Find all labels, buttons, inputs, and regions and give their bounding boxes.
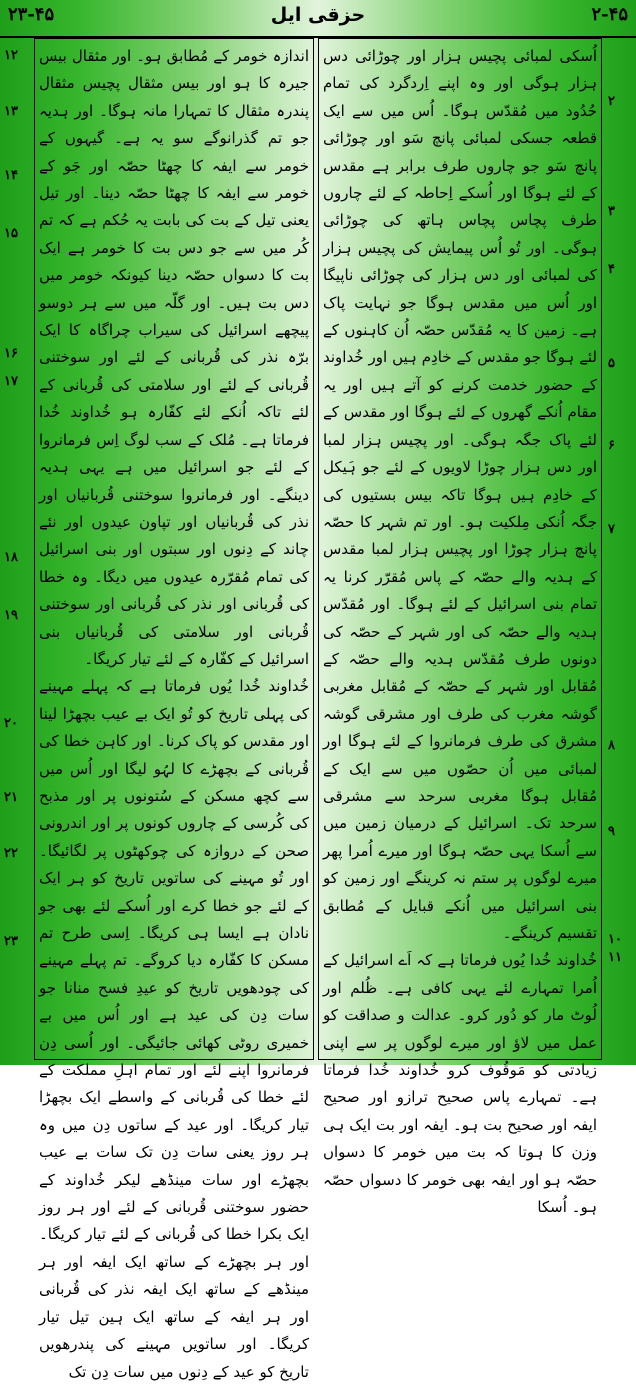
paragraph: اُسکی لمبائی پچیس ہزار اور چوڑائی دس ہزار ہوگی اور وہ اپنے اِردگرد کی تمام حُدُود میں مُقدّس ہوگا۔ اُس میں سے ایک قطعہ جسکی لمبائی پانچ سَو اور چوڑائی پانچ سَو جو چاروں طرف برابر ہے مقدس کے لئے ہوگا اور اُسکے اِحاطہ کے لئے چاروں طرف پچاس پچاس ہاتھ کی چوڑائی ہوگی۔ اور تُو اُس پیمایش کی پچیس ہزار کی لمبائی اور دس ہزار کی چوڑائی ناپیگا اور اُس میں مقدس ہوگا جو نہایت پاک ہے۔ زمین کا یہ مُقدّس حصّہ اُن کاہنوں کے لئے ہوگا جو مقدس کے خادِم ہیں اور خُداوند کے حضور خدمت کرنے کو آتے ہیں اور یہ مقام اُنکے گھروں کے لئے ہوگا اور مقدس کے لئے پاک جگہ ہوگی۔ اور پچیس ہزار لمبا اور دس ہزار چوڑا لاویوں کے لئے جو ہَیکل کے خادِم ہیں ہوگا تاکہ بیس بستیوں کی جگہ اُنکی مِلکیت ہو۔ اور تم شہر کا حصّہ پانچ ہزار چوڑا اور پچیس ہزار لمبا مقدس کے ہدیہ والے حصّہ کے پاس مُقرّر کرنا یہ تمام بنی اسرائیل کے لئے ہوگا۔ اور مُقدّس ہدیہ والے حصّہ کی اور شہر کے حصّہ کی دونوں طرف مُقدّس ہدیہ والے حصّہ کے مُقابل اور شہر کے حصّہ کے مُقابل مغربی گوشہ مغرب کی طرف اور مشرقی گوشہ مشرق کی طرف فرمانروا کے لئے ہوگا اور لمبائی میں اُن حصّوں میں سے ایک کے مُقابل ہوگا مغربی سرحد سے مشرقی سرحد تک۔ اسرائیل کے درمیان زمین میں سے اُسکا یہی حصّہ ہوگا اور میرے اُمرا پھر میرے لوگوں پر ستم نہ کرینگے اور زمین کو بنی اسرائیل میں اُنکے قبایل کے مُطابق تقسیم کرینگے۔ xyxy=(323,47,597,942)
verse-range-right: ۲-۴۵ xyxy=(591,4,628,25)
verse-number: ۱۸ xyxy=(4,550,18,565)
verse-number: ۱۴ xyxy=(4,168,18,183)
verse-number: ۳ xyxy=(608,204,615,219)
left-column-body xyxy=(39,43,309,1381)
verse-number: ۵ xyxy=(608,356,615,371)
verse-number: ۱۱ xyxy=(608,950,622,965)
verse-number: ۹ xyxy=(608,824,615,839)
verse-number: ۲۲ xyxy=(4,846,18,861)
right-text-column xyxy=(318,38,602,1217)
verse-number: ۶ xyxy=(608,438,615,453)
verse-number: ۲۰ xyxy=(4,716,18,731)
book-title: حزقی ایل xyxy=(270,4,366,26)
verse-number: ۷ xyxy=(608,522,615,537)
verse-number: ۸ xyxy=(608,738,615,753)
verse-number: ۲۳ xyxy=(4,934,18,949)
verse-number: ۱۷ xyxy=(4,374,18,389)
verse-number: ۱۹ xyxy=(4,608,18,623)
paragraph: اندازہ خومر کے مُطابق ہو۔ اور مثقال بیس جیرہ کا ہو اور بیس مثقال پچیس مثقال پندرہ مثقال کا تمہارا مانہ ہوگا۔ اور ہدیہ جو تم گذرانوگے سو یہ ہے۔ گیہوں کے خومر سے ایفہ کا چھٹا حصّہ اور جَو کے خومر سے ایفہ کا چھٹا حصّہ دینا۔ اور تیل یعنی تیل کے بت کی بابت یہ حُکم ہے کہ تم کُر میں سے جو دس بت کا خومر ہے ایک بت کا دسواں حصّہ دینا کیونکہ خومر میں دس بت ہیں۔ اور گلّہ میں سے ہر دوسو پیچھے اسرائیل کی سیراب چراگاہ کا ایک برّہ نذر کی قُربانی کے لئے اور سوختنی قُربانی کے لئے اور سلامتی کی قُربانی کے لئے تاکہ اُنکے لئے کفّارہ ہو خُداوند خُدا فرماتا ہے۔ مُلک کے سب لوگ اِس فرمانروا کے لئے جو اسرائیل میں ہے یہی ہدیہ دینگے۔ اور فرمانروا سوختنی قُربانیاں اور نذر کی قُربانیاں اور تپاون عیدوں اور نئے چاند کے دِنوں اور سبتوں اور بنی اسرائیل کی تمام مُقرّرہ عیدوں میں دیگا۔ وہ خطا کی قُربانی اور نذر کی قُربانی اور سوختنی قُربانی اور سلامتی کی قُربانیاں بنی اسرائیل کے کفّارہ کے لئے تیار کریگا۔ xyxy=(39,47,309,668)
verse-number: ۲۱ xyxy=(4,790,18,805)
verse-number: ۱۰ xyxy=(608,932,622,947)
left-text-column xyxy=(34,38,314,1381)
verse-number: ۲ xyxy=(608,94,615,109)
verse-number: ۱۲ xyxy=(4,48,18,63)
paragraph: خُداوند خُدا یُوں فرماتا ہے کہ اَے اسرائیل کے اُمرا تمہارے لئے یہی کافی ہے۔ ظُلم اور لُوٹ مار کو دُور کرو۔ عدالت و صداقت کو عمل میں لاؤ اور میرے لوگوں پر سے اپنی زیادتی کو مَوقُوف کرو خُداوند خُدا فرماتا ہے۔ تمہارے پاس صحیح ترازو اور صحیح ایفہ اور صحیح بت ہو۔ ایفہ اور بت ایک ہی وزن کا ہوتا کہ بت میں خومر کا دسواں حصّہ ہو اور ایفہ بھی خومر کا دسواں حصّہ ہو۔ اُسکا xyxy=(323,951,597,1217)
verse-number: ۴ xyxy=(608,262,615,277)
verse-number: ۱۶ xyxy=(4,346,18,361)
right-column-body xyxy=(323,43,597,1217)
verse-range-left: ۲۳-۴۵ xyxy=(8,4,55,25)
paragraph: خُداوند خُدا یُوں فرماتا ہے کہ پہلے مہینے کی پہلی تاریخ کو تُو ایک بے عیب بچھڑا لینا اور مقدس کو پاک کرنا۔ اور کاہن خطا کی قُربانی کے بچھڑے کا لہُو لیگا اور اُس میں سے کچھ مسکن کے سُتونوں پر اور مذبح کی کُرسی کے چاروں کونوں پر اور اندرونی صحن کے دروازہ کی چوکھٹوں پر لگائیگا۔ اور تُو مہینے کی ساتویں تاریخ کو ہر ایک کے لئے جو خطا کرے اور اُسکے لئے بھی جو نادان ہے ایسا ہی کریگا۔ اِسی طرح تم مسکن کا کفّارہ دیا کروگے۔ تم پہلے مہینے کی چودھویں تاریخ کو عیدِ فسح منانا جو سات دِن کی عید ہے اور اُس میں بے خمیری روٹی کھائی جائیگی۔ اور اُسی دِن فرمانروا اپنے لئے اور تمام اہلِ مملکت کے لئے خطا کی قُربانی کے واسطے ایک بچھڑا تیار کریگا۔ اور عید کے ساتوں دِن میں وہ ہر روز یعنی سات دِن تک سات بے عیب بچھڑے اور سات مینڈھے لیکر خُداوند کے حضور سوختنی قُربانی کے لئے اور ہر روز ایک بکرا خطا کی قُربانی کے لئے تیار کریگا۔ اور ہر بچھڑے کے ساتھ ایک ایفہ اور ہر مینڈھے کے ساتھ ایک ایفہ نذر کی قُربانی اور ہر ایفہ کے ساتھ ایک ہین تیل تیار کریگا۔ اور ساتویں مہینے کی پندرھویں تاریخ کو عید کے دِنوں میں سات دِن تک xyxy=(39,677,309,1381)
page-header xyxy=(0,0,636,38)
verse-number: ۱۵ xyxy=(4,226,18,241)
verse-number: ۱۳ xyxy=(4,104,18,119)
